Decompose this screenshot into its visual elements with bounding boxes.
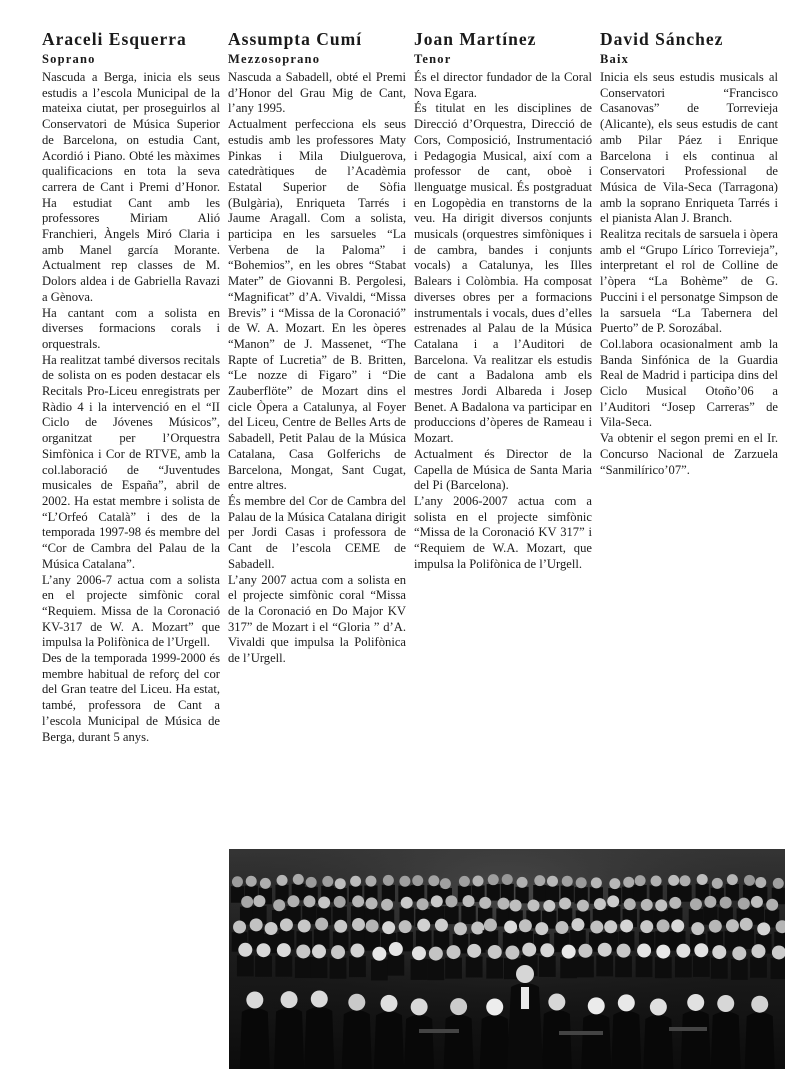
singer-voice-type: Baix: [600, 52, 630, 66]
bio-araceli-esquerra: [42, 28, 220, 745]
bio-joan-martinez: [414, 28, 592, 573]
bio-paragraph: L’any 2006-2007 actua com a solista en el projecte simfònic “Missa de la Coronació KV 317” i “Requiem de W.A. Mozart, que impulsa la Polifònica de l’Urgell.: [414, 493, 592, 571]
bio-paragraph: Actualment perfecciona els seus estudis amb les professores Maty Pinkas i Mila Diulguerova, catedràtiques de l’Acadèmia Estatal Superior de Sòfia (Bulgària), Enriqueta Tarrés i Jaume Aragall. Com a solista, participa en les sarsueles “La Verbena de la Paloma” i “Bohemios”, en les obres “Stabat Mater” de Giovanni B. Pergolesi, “Magnificat” d’A. Vivaldi, “Missa Brevis” i “Missa de la Coronació” de W. A. Mozart. En les òperes “Manon” de J. Massenet, “The Rapte of Lucretia” de B. Britten, “Le nozze di Figaro” i “Die Zauberflöte” de Mozart dins el cicle Òpera a Catalunya, al Foyer del Liceu, Centre de Belles Arts de Sabadell, Petit Palau de la Música Catalana, Casa Golferichs de Barcelona, Mongat, Sant Cugat, entre altres.: [228, 117, 406, 493]
bio-paragraph: L’any 2006-7 actua com a solista en el projecte simfònic coral “Requiem. Missa de la Coronació KV-317 de W. A. Mozart” que impulsa la Polifònica de l’Urgell.: [42, 572, 220, 650]
bio-david-sanchez: [600, 28, 778, 478]
bio-paragraph: És el director fundador de la Coral Nova Egara.: [414, 70, 592, 100]
bio-paragraph: És titulat en les disciplines de Direcció d’Orquestra, Direcció de Cors, Composició, Instrumentació i Pedagogia Musical, així com a professor de cant, oboè i llenguatge musical. És postgraduat en Logopèdia en transtorns de la veu. Ha dirigit diversos conjunts musicals (orquestres simfòniques i de cambra, bandes i conjunts vocals) a Catalunya, les Illes Balears i Colòmbia. Ha composat diverses obres per a formacions instrumentals i vocals, dues d’elles estrenades al Palau de la Música Catalana i a l’Auditori de Barcelona. Va realitzar els estudis de cant a Badalona amb els mestres Jordi Albareda i Josep Benet. A Badalona va participar en produccions d’òperes de Rameau i Mozart.: [414, 101, 592, 446]
bio-paragraph: Realitza recitals de sarsuela i òpera amb el “Grupo Lírico Torrevieja”, interpretant el rol de Colline de l’òpera “La Bohème” de G. Puccini i el personatge Simpson de la sarsuela “La Tabernera del Puerto” de P. Sorozábal.: [600, 227, 778, 336]
bio-paragraph: Ha cantant com a solista en diverses formacions corals i orquestrals.: [42, 305, 220, 351]
bio-paragraph: Va obtenir el segon premi en el Ir. Concurso Nacional de Zarzuela “Sanmilírico’07”.: [600, 431, 778, 477]
bio-paragraph: És membre del Cor de Cambra del Palau de la Música Catalana dirigit per Jordi Casas i professora de Cant de l’escola CEME de Sabadell.: [228, 493, 406, 571]
choir-orchestra-photo: [229, 849, 785, 1069]
singer-voice-type: Mezzosoprano: [228, 52, 321, 66]
bio-paragraph: Nascuda a Berga, inicia els seus estudis a l’escola Municipal de la mateixa ciutat, per proseguirlos al Conservatori de Música Superior de Barcelona, on estudia Cant, Acordió i Piano. Obté les màximes qualificacions en tota la seva carrera de Cant i Premi d’Honor. Ha estudiat Cant amb les professores Miriam Alió Franchieri, Àngels Miró Claria i amb Manel garcía Morante. Actualment rep classes de M. Dolors aldea i de Gabriella Ravazi a Gènova.: [42, 70, 220, 304]
bio-paragraph: Col.labora ocasionalment amb la Banda Sinfónica de la Guardia Real de Madrid i participa dins del Ciclo Musical Otoño’06 a l’Auditori “Josep Carreras” de Vila-Seca.: [600, 336, 778, 430]
bio-paragraph: Actualment és Director de la Capella de Música de Santa Maria del Pi (Barcelona).: [414, 446, 592, 493]
bio-paragraph: Inicia els seus estudis musicals al Conservatori “Francisco Casanovas” de Torrevieja (Alicante), els seus estudis de cant amb Pilar Páez i Enrique Barcelona i els continua al Conservatori Professional de Música de Vila-Seca (Tarragona) amb la soprano Enriqueta Tarrés i el pianista Alan J. Branch.: [600, 70, 778, 226]
singer-name: Araceli Esquerra: [42, 29, 187, 49]
singer-voice-type: Tenor: [414, 52, 452, 66]
singer-name: David Sánchez: [600, 29, 724, 49]
bio-paragraph: Nascuda a Sabadell, obté el Premi d’Honor del Grau Mig de Cant, l’any 1995.: [228, 70, 406, 116]
bio-paragraph: L’any 2007 actua com a solista en el projecte simfònic coral “Missa de la Coronació en Do Major KV 317” de Mozart i el “Gloria ” d’A. Vivaldi que impulsa la Polifònica de l’Urgell.: [228, 572, 406, 666]
singer-voice-type: Soprano: [42, 52, 96, 66]
bio-paragraph: Des de la temporada 1999-2000 és membre habitual de reforç del cor del Gran teatre del Liceu. Ha estat, també, professora de Cant a l’escola Municipal de Música de Berga, durant 5 anys.: [42, 651, 220, 744]
singer-name: Joan Martínez: [414, 29, 537, 49]
bio-assumpta-cumi: [228, 28, 406, 667]
bio-paragraph: Ha realitzat també diversos recitals de solista on es poden destacar els Recitals Pro-Liceu enregistrats per Ràdio 4 i la intervenció en el “II Ciclo de Jóvenes Músicos”, organitzat per l’Orquestra Simfònica i Cor de RTVE, amb la col.laboració de “Juventudes musicales de España”, abril de 2002. Ha estat membre i solista de “L’Orfeó Català” i des de la temporada 1997-98 és membre del “Cor de Cambra del Palau de la Música Catalana”.: [42, 352, 220, 571]
singer-name: Assumpta Cumí: [228, 29, 363, 49]
